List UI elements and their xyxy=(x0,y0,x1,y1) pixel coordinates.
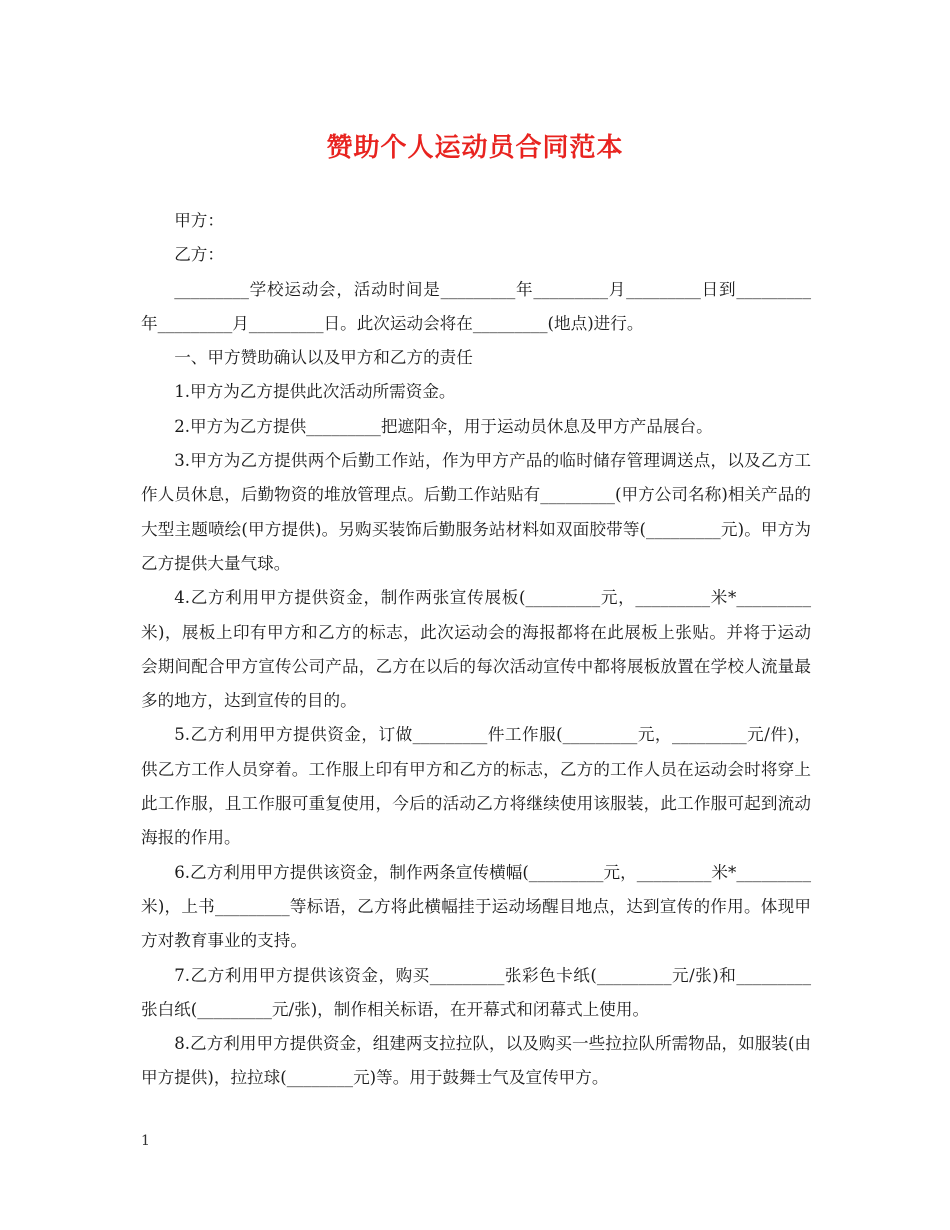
party-b-line: 乙方： xyxy=(174,245,224,265)
clause-6: 6.乙方利用甲方提供该资金，制作两条宣传横幅(_________元，_________米*_________米)，上书_________等标语，乙方将此横幅挂于运动场醒目地点，达到宣传的作用。体现甲方对教育事业的支持。 xyxy=(141,862,811,951)
clause-8: 8.乙方利用甲方提供资金，组建两支拉拉队，以及购买一些拉拉队所需物品，如服装(由甲方提供)，拉拉球(________元)等。用于鼓舞士气及宣传甲方。 xyxy=(141,1034,811,1088)
event-description-paragraph: _________学校运动会，活动时间是_________年_________月_________日到_________年_________月_________日。此次运动会将在_________(地点)进行。 xyxy=(141,279,811,333)
page-number: 1 xyxy=(141,1133,150,1149)
section-heading-1: 一、甲方赞助确认以及甲方和乙方的责任 xyxy=(174,348,473,368)
clause-2: 2.甲方为乙方提供_________把遮阳伞，用于运动员休息及甲方产品展台。 xyxy=(174,416,713,436)
clause-1: 1.甲方为乙方提供此次活动所需资金。 xyxy=(174,382,456,402)
clause-4: 4.乙方利用甲方提供资金，制作两张宣传展板(_________元，_________米*_________米)，展板上印有甲方和乙方的标志，此次运动会的海报都将在此展板上张贴。并将于运动会期间配合甲方宣传公司产品，乙方在以后的每次活动宣传中都将展板放置在学校人流量最多的地方，达到宣传的目的。 xyxy=(141,588,811,711)
clause-3: 3.甲方为乙方提供两个后勤工作站，作为甲方产品的临时储存管理调送点，以及乙方工作人员休息，后勤物资的堆放管理点。后勤工作站贴有_________(甲方公司名称)相关产品的大型主题喷绘(甲方提供)。另购买装饰后勤服务站材料如双面胶带等(_________元)。甲方为乙方提供大量气球。 xyxy=(141,451,811,573)
party-a-line: 甲方： xyxy=(174,211,224,230)
clause-7: 7.乙方利用甲方提供该资金，购买_________张彩色卡纸(_________元/张)和_________张白纸(_________元/张)，制作相关标语，在开幕式和闭幕式上使用。 xyxy=(141,965,811,1019)
document-body xyxy=(141,204,811,1096)
clause-5: 5.乙方利用甲方提供资金，订做_________件工作服(_________元，_________元/件)，供乙方工作人员穿着。工作服上印有甲方和乙方的标志，乙方的工作人员在运动会时将穿上此工作服，且工作服可重复使用，今后的活动乙方将继续使用该服装，此工作服可起到流动海报的作用。 xyxy=(141,725,811,848)
document-title: 赞助个人运动员合同范本 xyxy=(326,133,624,163)
